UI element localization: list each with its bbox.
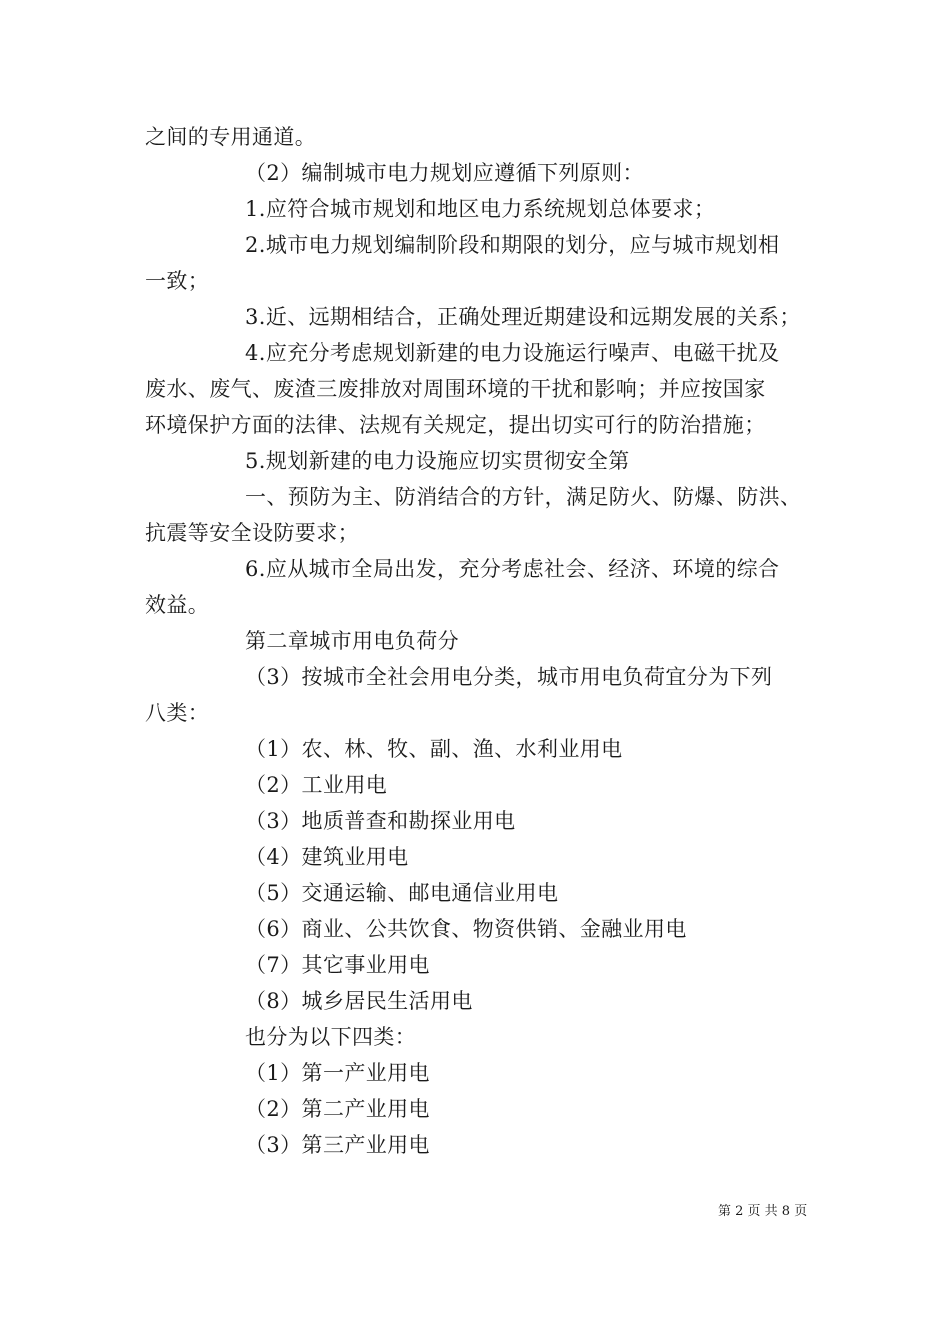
text-line: （2）编制城市电力规划应遵循下列原则： [245,161,644,185]
chapter-heading: 第二章城市用电负荷分 [245,629,459,653]
list-item: （3）第三产业用电 [245,1133,430,1157]
text-line: 环境保护方面的法律、法规有关规定，提出切实可行的防治措施； [145,413,766,437]
list-item: （5）交通运输、邮电通信业用电 [245,881,559,905]
text-line: 1.应符合城市规划和地区电力系统规划总体要求； [245,197,716,221]
text-line: 也分为以下四类： [245,1025,417,1049]
text-line: 抗震等安全设防要求； [145,521,359,545]
text-line: 一致； [145,269,210,293]
list-item: （8）城乡居民生活用电 [245,989,473,1013]
text-line: （3）按城市全社会用电分类，城市用电负荷宜分为下列 [245,665,773,689]
text-line: 2.城市电力规划编制阶段和期限的划分，应与城市规划相 [245,233,780,257]
text-line: 一、预防为主、防消结合的方针，满足防火、防爆、防洪、 [245,485,802,509]
list-item: （6）商业、公共饮食、物资供销、金融业用电 [245,917,687,941]
text-line: 6.应从城市全局出发，充分考虑社会、经济、环境的综合 [245,557,780,581]
list-item: （2）工业用电 [245,773,388,797]
list-item: （7）其它事业用电 [245,953,430,977]
list-item: （1）第一产业用电 [245,1061,430,1085]
list-item: （1）农、林、牧、副、渔、水利业用电 [245,737,623,761]
text-line: 废水、废气、废渣三废排放对周围环境的干扰和影响；并应按国家 [145,377,766,401]
text-line: 八类： [145,701,210,725]
page-number-footer: 第 2 页 共 8 页 [718,1204,808,1219]
text-line: 5.规划新建的电力设施应切实贯彻安全第 [245,449,630,473]
text-line: 3.近、远期相结合，正确处理近期建设和远期发展的关系； [245,305,801,329]
list-item: （4）建筑业用电 [245,845,409,869]
list-item: （3）地质普查和勘探业用电 [245,809,516,833]
text-line: 之间的专用通道。 [145,125,317,149]
text-line: 4.应充分考虑规划新建的电力设施运行噪声、电磁干扰及 [245,341,780,365]
text-line: 效益。 [145,593,210,617]
list-item: （2）第二产业用电 [245,1097,430,1121]
